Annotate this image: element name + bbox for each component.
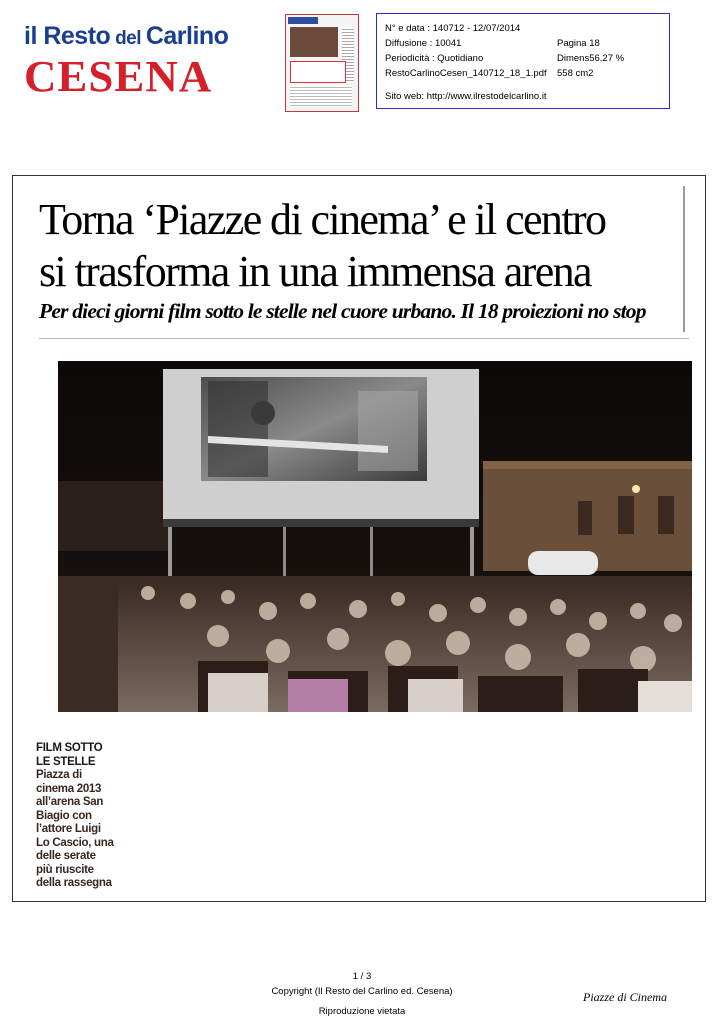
circulation: Diffusione : 10041 bbox=[385, 38, 462, 49]
article-subheadline: Per dieci giorni film sotto le stelle nel cuore urbano. Il 18 proiezioni no stop bbox=[39, 299, 646, 323]
horizontal-rule bbox=[39, 338, 689, 339]
thumb-article-highlight bbox=[290, 61, 346, 83]
caption-title-line-1: FILM SOTTO bbox=[36, 742, 103, 754]
caption-line: Piazza di bbox=[36, 769, 82, 781]
caption-line: cinema 2013 bbox=[36, 782, 102, 795]
thumb-photo bbox=[290, 27, 338, 57]
article-area: 558 cm2 bbox=[557, 68, 594, 79]
brand-part-1: il Resto bbox=[24, 22, 111, 50]
issue-number-date: N° e data : 140712 - 12/07/2014 bbox=[385, 23, 521, 34]
caption-line: Biagio con bbox=[36, 809, 92, 822]
page-number: Pagina 18 bbox=[557, 38, 600, 49]
newspaper-name bbox=[24, 22, 254, 53]
website: Sito web: http://www.ilrestodelcarlino.it bbox=[385, 91, 547, 102]
publication-info-box bbox=[376, 13, 670, 109]
brand-part-2: del bbox=[110, 28, 146, 49]
thumb-header-bar bbox=[288, 17, 318, 24]
newspaper-masthead bbox=[24, 22, 254, 99]
topic-tag: Piazze di Cinema bbox=[583, 990, 667, 1004]
brand-part-3: Carlino bbox=[145, 22, 229, 50]
caption-line: più riuscite bbox=[36, 863, 94, 876]
page-counter: 1 / 3 bbox=[352, 971, 372, 982]
caption-line: della rassegna bbox=[36, 877, 112, 889]
photo-caption bbox=[36, 742, 126, 891]
caption-line: all’arena San bbox=[36, 796, 104, 808]
edition-name: CESENA bbox=[24, 52, 213, 101]
copyright-notice: Copyright (Il Resto del Carlino ed. Cesena) bbox=[271, 986, 453, 997]
caption-title-line-2: LE STELLE bbox=[36, 755, 96, 768]
caption-line: l’attore Luigi bbox=[36, 823, 101, 835]
article-clipping bbox=[12, 175, 706, 902]
article-headline bbox=[39, 194, 679, 298]
cinema-photo bbox=[58, 361, 692, 712]
dimension-percent: Dimens56.27 % bbox=[557, 53, 625, 64]
periodicity: Periodicità : Quotidiano bbox=[385, 53, 484, 64]
page-thumbnail bbox=[285, 14, 359, 112]
caption-line: Lo Cascio, una bbox=[36, 836, 114, 849]
thumb-text-lines bbox=[290, 85, 352, 107]
rights-notice: Riproduzione vietata bbox=[318, 1006, 406, 1017]
headline-line-1: Torna ‘Piazze di cinema’ e il centro bbox=[39, 195, 606, 244]
pdf-filename: RestoCarlinoCesen_140712_18_1.pdf bbox=[385, 68, 547, 79]
headline-line-2: si trasforma in una immensa arena bbox=[39, 247, 591, 296]
caption-line: delle serate bbox=[36, 850, 96, 862]
